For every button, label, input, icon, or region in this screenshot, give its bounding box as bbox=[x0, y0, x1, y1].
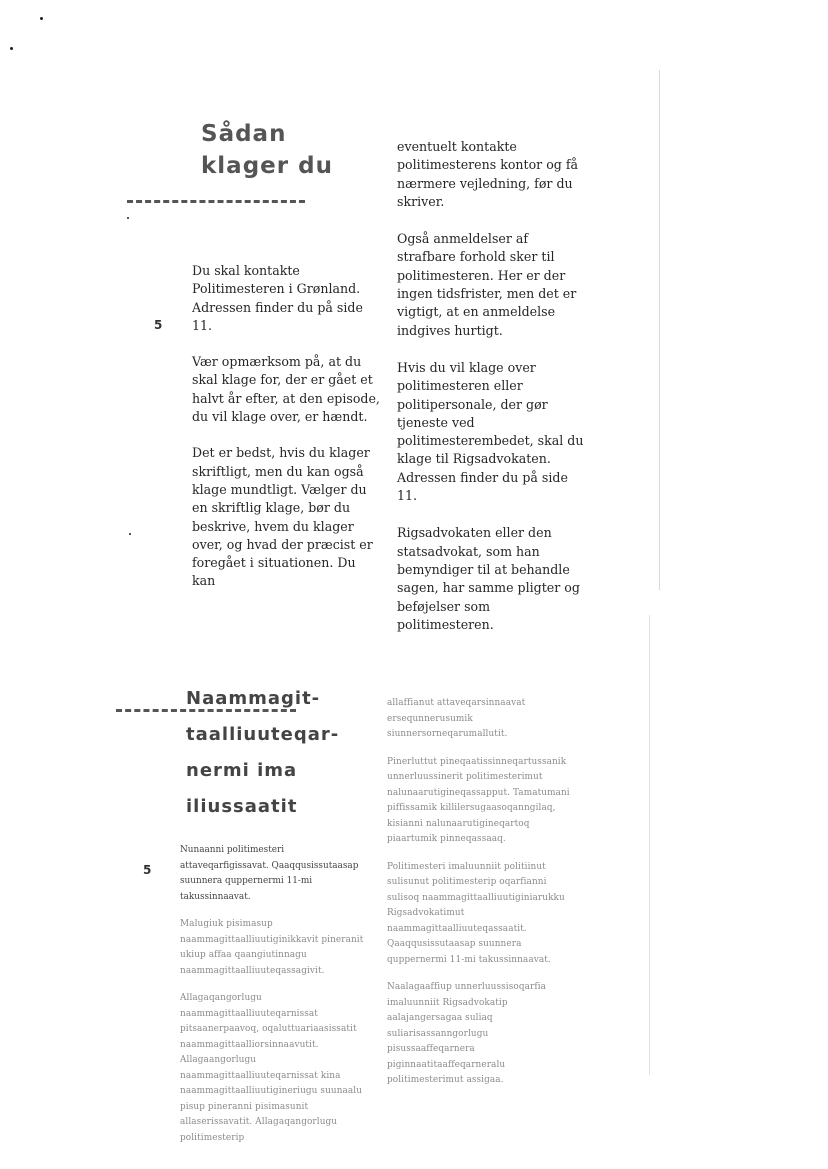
scan-speck bbox=[129, 533, 131, 535]
danish-title-line-2: klager du bbox=[201, 153, 333, 179]
greenlandic-page-number: 5 bbox=[143, 863, 152, 877]
greenlandic-left-column bbox=[180, 843, 373, 1146]
greenlandic-title-line-2: taalliuuteqar- bbox=[186, 724, 340, 745]
danish-paragraph: Det er bedst, hvis du klager skriftligt, men du kan også klage mundtligt. Vælger du en skriftlig klage, bør du beskrive, hvem du klager over, og hvad der præcist er foregået i situationen. Du kan bbox=[192, 445, 373, 589]
greenlandic-paragraph: Politimesteri imaluunniit politiinut sulisunut politimesterip oqarfianni sulisoq naammagittaalliuutiginiarukku Rigsadvokatimut naammagittaalliuuteqassaatit. Qaaqqusissutaasap suunnera quppernermi 11-mi takussinnaavat. bbox=[387, 861, 565, 965]
danish-title-line-1: Sådan bbox=[201, 121, 287, 147]
greenlandic-title bbox=[186, 681, 376, 825]
greenlandic-title-line-3: nermi ima bbox=[186, 760, 298, 781]
greenlandic-title-line-1: Naammagit- bbox=[186, 688, 321, 709]
greenlandic-right-column bbox=[387, 696, 577, 1089]
danish-right-column bbox=[397, 138, 589, 634]
page-edge-line bbox=[659, 70, 660, 590]
page-edge-line bbox=[649, 615, 650, 1075]
danish-paragraph: Også anmeldelser af strafbare forhold sker til politimesteren. Her er der ingen tidsfrister, men det er vigtigt, at en anmeldelse indgives hurtigt. bbox=[397, 231, 577, 338]
danish-paragraph: Vær opmærksom på, at du skal klage for, der er gået et halvt år efter, at den episode, du vil klage over, er hændt. bbox=[192, 354, 380, 425]
danish-left-column bbox=[192, 262, 380, 591]
greenlandic-paragraph: Naalagaaffiup unnerluussisoqarfia imaluunniit Rigsadvokatip aalajangersagaa suliaq suliarisassanngorlugu pisussaaffeqarnera piginnaatitaaffeqarneralu politimesterimut assigaa. bbox=[387, 982, 547, 1085]
danish-paragraph: Rigsadvokaten eller den statsadvokat, som han bemyndiger til at behandle sagen, har samme pligter og beføjelser som politimesteren. bbox=[397, 525, 580, 632]
danish-title bbox=[201, 118, 381, 182]
scan-speck bbox=[40, 17, 43, 20]
scan-speck bbox=[127, 217, 129, 219]
greenlandic-paragraph: Allagaqangorlugu naammagittaalliuuteqarnissat pitsaanerpaavoq, oqaluttuariaasissatit naammagittaalliorsinnaavutit. Allagaangorlugu naammagittaalliuuteqarnissat kina naammagittaalliuutigineriugu suunaalu pisup pineranni pisimasunit allaserissavatit. Allagaqangorlugu politimesterip bbox=[180, 993, 363, 1143]
greenlandic-paragraph: Malugiuk pisimasup naammagittaalliuutiginikkavit pineranit ukiup affaa qaangiutinnagu naammagittaalliuuteqassagivit. bbox=[180, 919, 364, 976]
greenlandic-paragraph: Nunaanni politimesteri attaveqarfigissavat. Qaaqqusissutaasap suunnera quppernermi 11-mi takussinnaavat. bbox=[180, 845, 359, 902]
greenlandic-paragraph: Pinerluttut pineqaatissinneqartussanik unnerluussinerit politimesterimut nalunaarutigineqassapput. Tamatumani piffissamik killilersugaasoqanngilaq, kisianni nalunaarutigineqartoq piaartumik pinneqassaaq. bbox=[387, 756, 570, 844]
greenlandic-paragraph: allaffianut attaveqarsinnaavat ersequnnerusumik siunnersorneqarumallutit. bbox=[387, 698, 526, 739]
danish-title-divider bbox=[127, 200, 305, 203]
danish-paragraph: Du skal kontakte Politimesteren i Grønland. Adressen finder du på side 11. bbox=[192, 263, 363, 333]
danish-page-number: 5 bbox=[154, 318, 163, 332]
danish-paragraph: eventuelt kontakte politimesterens kontor og få nærmere vejledning, før du skriver. bbox=[397, 139, 579, 209]
greenlandic-title-line-4: iliussaatit bbox=[186, 796, 298, 817]
danish-paragraph: Hvis du vil klage over politimesteren eller politipersonale, der gør tjeneste ved politimesterembedet, skal du klage til Rigsadvokaten. Adressen finder du på side 11. bbox=[397, 359, 584, 504]
scan-speck bbox=[10, 47, 13, 50]
